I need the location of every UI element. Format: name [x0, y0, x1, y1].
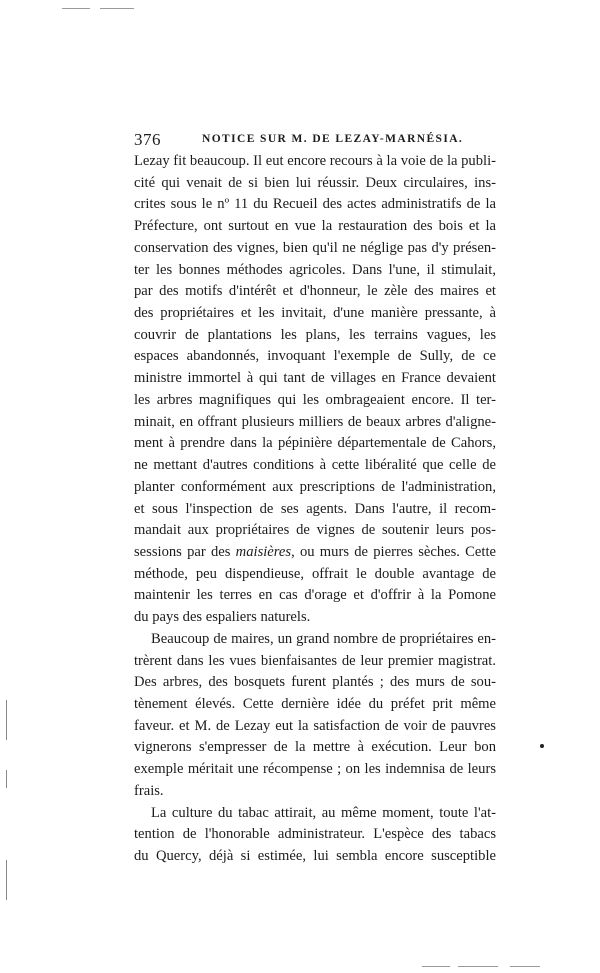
text-line: planter conformément aux prescriptions de l'administration,: [134, 478, 496, 495]
text-line: ment à prendre dans la pépinière départementale de Cahors,: [134, 435, 496, 452]
page-number: 376: [134, 130, 161, 149]
text-line: minait, en offrant plusieurs milliers de beaux arbres d'aligne-: [134, 413, 496, 430]
text-line: conservation des vignes, bien qu'il ne néglige pas d'y présen-: [134, 239, 496, 256]
text-line: crites sous le nº 11 du Recueil des actes administratifs de la: [134, 196, 496, 213]
scan-speck: [540, 744, 544, 748]
emphasized-word: maisières: [235, 543, 292, 560]
text-line: tènement élevés. Cette dernière idée du préfet prit même: [134, 695, 496, 712]
text-line: frais.: [134, 782, 164, 799]
text-line: du Quercy, déjà si estimée, lui sembla encore susceptible: [134, 848, 496, 864]
text-line: tention de l'honorable administrateur. L'espèce des tabacs: [134, 826, 496, 843]
text-line: méthode, peu dispendieuse, offrait le double avantage de: [134, 565, 496, 582]
scan-mark-bottom-right-2: [458, 966, 498, 967]
running-head: NOTICE SUR M. DE LEZAY-MARNÉSIA.: [202, 133, 464, 145]
text-line: par des motifs d'intérêt et d'honneur, le zèle des maires et: [134, 283, 496, 300]
text-line: couvrir de plantations les plans, les terrains vagues, les: [134, 326, 496, 343]
text-line: et sous l'inspection de ses agents. Dans l'autre, il recom-: [134, 500, 496, 517]
text-line: sessions par des maisières, ou murs de pierres sèches. Cette: [134, 543, 496, 560]
text-line: La culture du tabac attirait, au même moment, toute l'at-: [151, 804, 496, 821]
text-line: Beaucoup de maires, un grand nombre de propriétaires en-: [151, 630, 496, 647]
text-line: ne mettant d'autres conditions à cette libéralité que celle de: [134, 457, 496, 474]
scan-mark-top-left-2: [100, 8, 134, 9]
text-line: ter les bonnes méthodes agricoles. Dans l'une, il stimulait,: [134, 261, 496, 278]
text-line: des propriétaires et les invitait, d'une manière pressante, à: [134, 305, 496, 322]
text-line: exemple méritait une récompense ; on les indemnisa de leurs: [134, 761, 496, 778]
scan-mark-bottom-right-3: [510, 966, 540, 967]
text-line: du pays des espaliers naturels.: [134, 609, 311, 626]
text-line: cité qui venait de si bien lui réussir. Deux circulaires, ins-: [134, 174, 496, 191]
text-line: Préfecture, ont surtout en vue la restauration des bois et la: [134, 218, 496, 235]
scan-mark-left-edge-3: [6, 860, 7, 900]
text-line: mandait aux propriétaires de vignes de soutenir leurs pos-: [134, 522, 496, 539]
text-line: faveur. et M. de Lezay eut la satisfaction de voir de pauvres: [134, 717, 496, 734]
scan-mark-left-edge-2: [6, 770, 7, 788]
text-line: espaces abandonnés, invoquant l'exemple de Sully, de ce: [134, 348, 496, 365]
text-line: ministre immortel à qui tant de villages en France devaient: [134, 370, 496, 387]
scan-mark-top-left: [62, 8, 90, 9]
paragraph: [134, 151, 496, 629]
text-line: trèrent dans les vues bienfaisantes de leur premier magistrat.: [134, 652, 496, 669]
text-line: vignerons s'empresser de la mettre à exécution. Leur bon: [134, 739, 496, 756]
text-line: maintenir les terres en cas d'orage et d'offrir à la Pomone: [134, 587, 496, 604]
text-line: les arbres magnifiques qui les ombrageaient encore. Il ter-: [134, 391, 496, 408]
text-line: Lezay fit beaucoup. Il eut encore recours à la voie de la publi-: [134, 153, 496, 169]
text-line: Des arbres, des bosquets furent plantés ; des murs de sou-: [134, 674, 496, 691]
body-text: [134, 151, 496, 868]
paragraph: [134, 803, 496, 868]
scan-mark-left-edge: [6, 700, 7, 740]
scan-mark-bottom-right: [422, 966, 450, 967]
paragraph: [134, 629, 496, 803]
